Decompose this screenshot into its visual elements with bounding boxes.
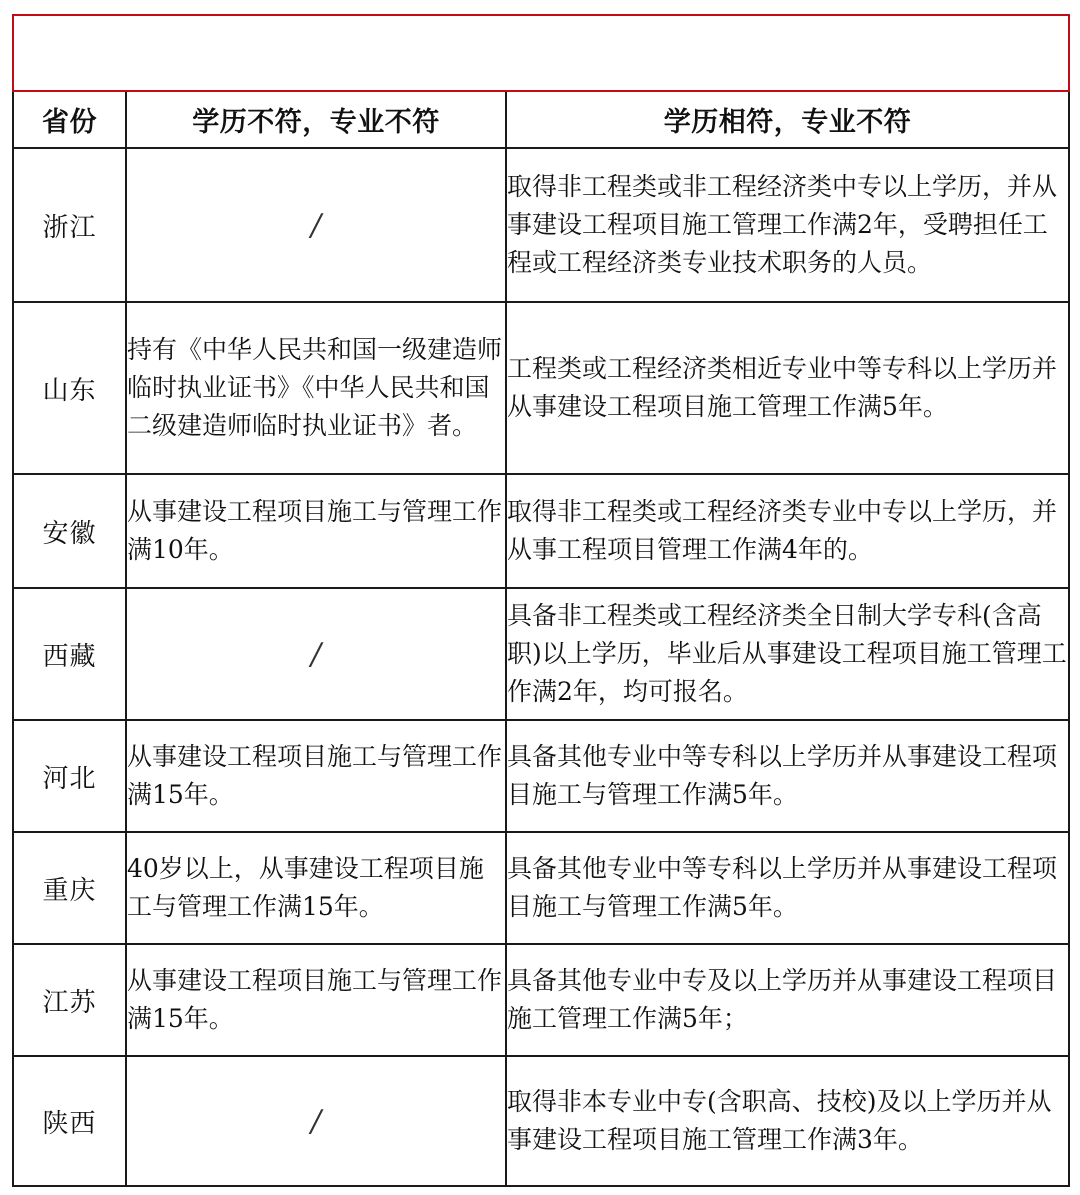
table-header-row	[13, 91, 1069, 148]
row-province-name: 浙江	[13, 148, 126, 302]
row-mismatch-requirement: /	[126, 1056, 506, 1186]
row-match-requirement: 工程类或工程经济类相近专业中等专科以上学历并从事建设工程项目施工管理工作满5年。	[506, 302, 1069, 474]
row-match-requirement: 具备其他专业中等专科以上学历并从事建设工程项目施工与管理工作满5年。	[506, 832, 1069, 944]
column-header-degree-match: 学历相符，专业不符	[506, 91, 1069, 148]
row-match-requirement: 取得非工程类或工程经济类专业中专以上学历，并从事工程项目管理工作满4年的。	[506, 474, 1069, 588]
row-province-name: 江苏	[13, 944, 126, 1056]
row-mismatch-requirement: /	[126, 588, 506, 720]
table-row	[13, 944, 1069, 1056]
table-row	[13, 302, 1069, 474]
table-title-cell	[13, 15, 1069, 91]
table-row	[13, 720, 1069, 832]
table-title-row	[13, 15, 1069, 91]
row-province-name: 山东	[13, 302, 126, 474]
table-row	[13, 832, 1069, 944]
table-row	[13, 148, 1069, 302]
row-mismatch-requirement: /	[126, 148, 506, 302]
table-row	[13, 474, 1069, 588]
table-row	[13, 1056, 1069, 1186]
row-mismatch-requirement: 持有《中华人民共和国一级建造师临时执业证书》《中华人民共和国二级建造师临时执业证书》者。	[126, 302, 506, 474]
row-match-requirement: 取得非本专业中专(含职高、技校)及以上学历并从事建设工程项目施工管理工作满3年。	[506, 1056, 1069, 1186]
row-province-name: 河北	[13, 720, 126, 832]
row-match-requirement: 具备其他专业中专及以上学历并从事建设工程项目施工管理工作满5年；	[506, 944, 1069, 1056]
row-mismatch-requirement: 从事建设工程项目施工与管理工作满15年。	[126, 944, 506, 1056]
row-mismatch-requirement: 从事建设工程项目施工与管理工作满15年。	[126, 720, 506, 832]
row-match-requirement: 取得非工程类或非工程经济类中专以上学历，并从事建设工程项目施工管理工作满2年，受聘担任工程或工程经济类专业技术职务的人员。	[506, 148, 1069, 302]
row-province-name: 安徽	[13, 474, 126, 588]
row-province-name: 陕西	[13, 1056, 126, 1186]
row-mismatch-requirement: 40岁以上，从事建设工程项目施工与管理工作满15年。	[126, 832, 506, 944]
row-mismatch-requirement: 从事建设工程项目施工与管理工作满10年。	[126, 474, 506, 588]
table-title: 2020年非工程类专业能考二级建造师的省份	[243, 35, 839, 70]
row-match-requirement: 具备其他专业中等专科以上学历并从事建设工程项目施工与管理工作满5年。	[506, 720, 1069, 832]
column-header-province: 省份	[13, 91, 126, 148]
column-header-degree-mismatch: 学历不符，专业不符	[126, 91, 506, 148]
table-row	[13, 588, 1069, 720]
row-match-requirement: 具备非工程类或工程经济类全日制大学专科(含高职)以上学历，毕业后从事建设工程项目施工管理工作满2年，均可报名。	[506, 588, 1069, 720]
province-requirements-table-container	[12, 14, 1068, 1187]
province-requirements-table	[12, 14, 1070, 1187]
row-province-name: 重庆	[13, 832, 126, 944]
row-province-name: 西藏	[13, 588, 126, 720]
